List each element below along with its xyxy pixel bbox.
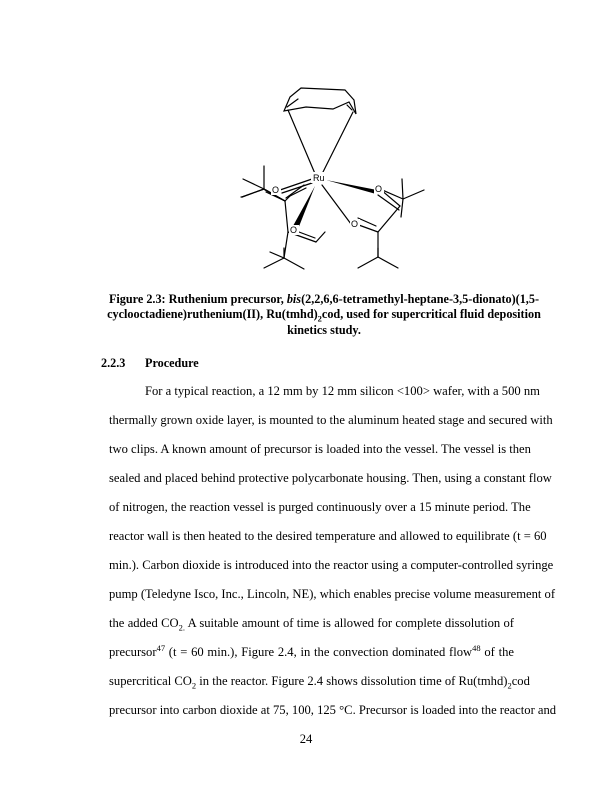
wedge-bond-right-upper: [326, 180, 377, 194]
oxygen-atom-label-right-lower: O: [351, 219, 359, 229]
section-title: Procedure: [145, 356, 199, 370]
text-line: reactor wall is then heated to the desired temperature and allowed to equilibrate (t = 60: [109, 529, 547, 543]
caption-line-2: cyclooctadiene)ruthenium(II), $Ru(tmhd)_2cod$, used for supercritical fluid deposition: [107, 307, 541, 324]
text-line: two clips. A known amount of precursor is loaded into the vessel. The vessel is then: [109, 442, 531, 456]
ru-o-bond-3: [322, 185, 351, 224]
text-line: the added $CO_{2.}$ A suitable amount of time is allowed for complete dissolution of: [109, 616, 514, 633]
ru-olefin-bond-left: [288, 110, 316, 176]
section-heading: [101, 356, 199, 371]
caption-line-1: Figure 2.3: Ruthenium precursor, bis(2,2,6,6-tetramethyl-heptane-3,5-dionato)(1,5-: [108, 292, 540, 306]
text-line: pump (Teledyne Isco, Inc., Lincoln, NE), which enables precise volume measurement of: [109, 587, 556, 601]
oxygen-atom-label-right-upper: O: [375, 184, 383, 194]
right-diketonate-ligand: [356, 179, 424, 268]
text-line: For a typical reaction, a 12 mm by 12 mm silicon <100> wafer, with a 500 nm: [145, 384, 540, 398]
page-number: 24: [299, 732, 313, 746]
text-line: sealed and placed behind protective polycarbonate housing. Then, using a constant flow: [109, 471, 552, 485]
chemical-structure-figure: [180, 72, 450, 287]
ru-tmhd-cod-structure: [180, 72, 450, 287]
figure-caption: [100, 292, 548, 338]
text-line: of nitrogen, the reaction vessel is purged continuously over a 15 minute period. The: [109, 500, 531, 514]
text-line: precursor$^{47}$ (t = 60 min.), Figure 2.4, in the convection dominated flow$^{48}$ of the: [109, 642, 514, 659]
text-line: thermally grown oxide layer, is mounted to the aluminum heated stage and secured with: [109, 413, 553, 427]
ruthenium-atom-label: Ru: [313, 173, 325, 183]
caption-line-3: kinetics study.: [287, 322, 361, 337]
ru-olefin-bond-right: [321, 112, 353, 176]
text-line: precursor into carbon dioxide at 75, 100, 125 °C. Precursor is loaded into the reactor and: [109, 703, 557, 717]
cyclooctadiene-ring: [284, 88, 356, 114]
text-line: min.). Carbon dioxide is introduced into the reactor using a computer-controlled syringe: [109, 558, 554, 572]
text-line: supercritical $CO_2$ in the reactor. Figure 2.4 shows dissolution time of $Ru(tmhd)_2cod$: [109, 674, 530, 691]
oxygen-atom-label-left-lower: O: [290, 225, 298, 235]
section-number: 2.2.3: [101, 356, 126, 370]
oxygen-atom-label-left-upper: O: [272, 185, 280, 195]
